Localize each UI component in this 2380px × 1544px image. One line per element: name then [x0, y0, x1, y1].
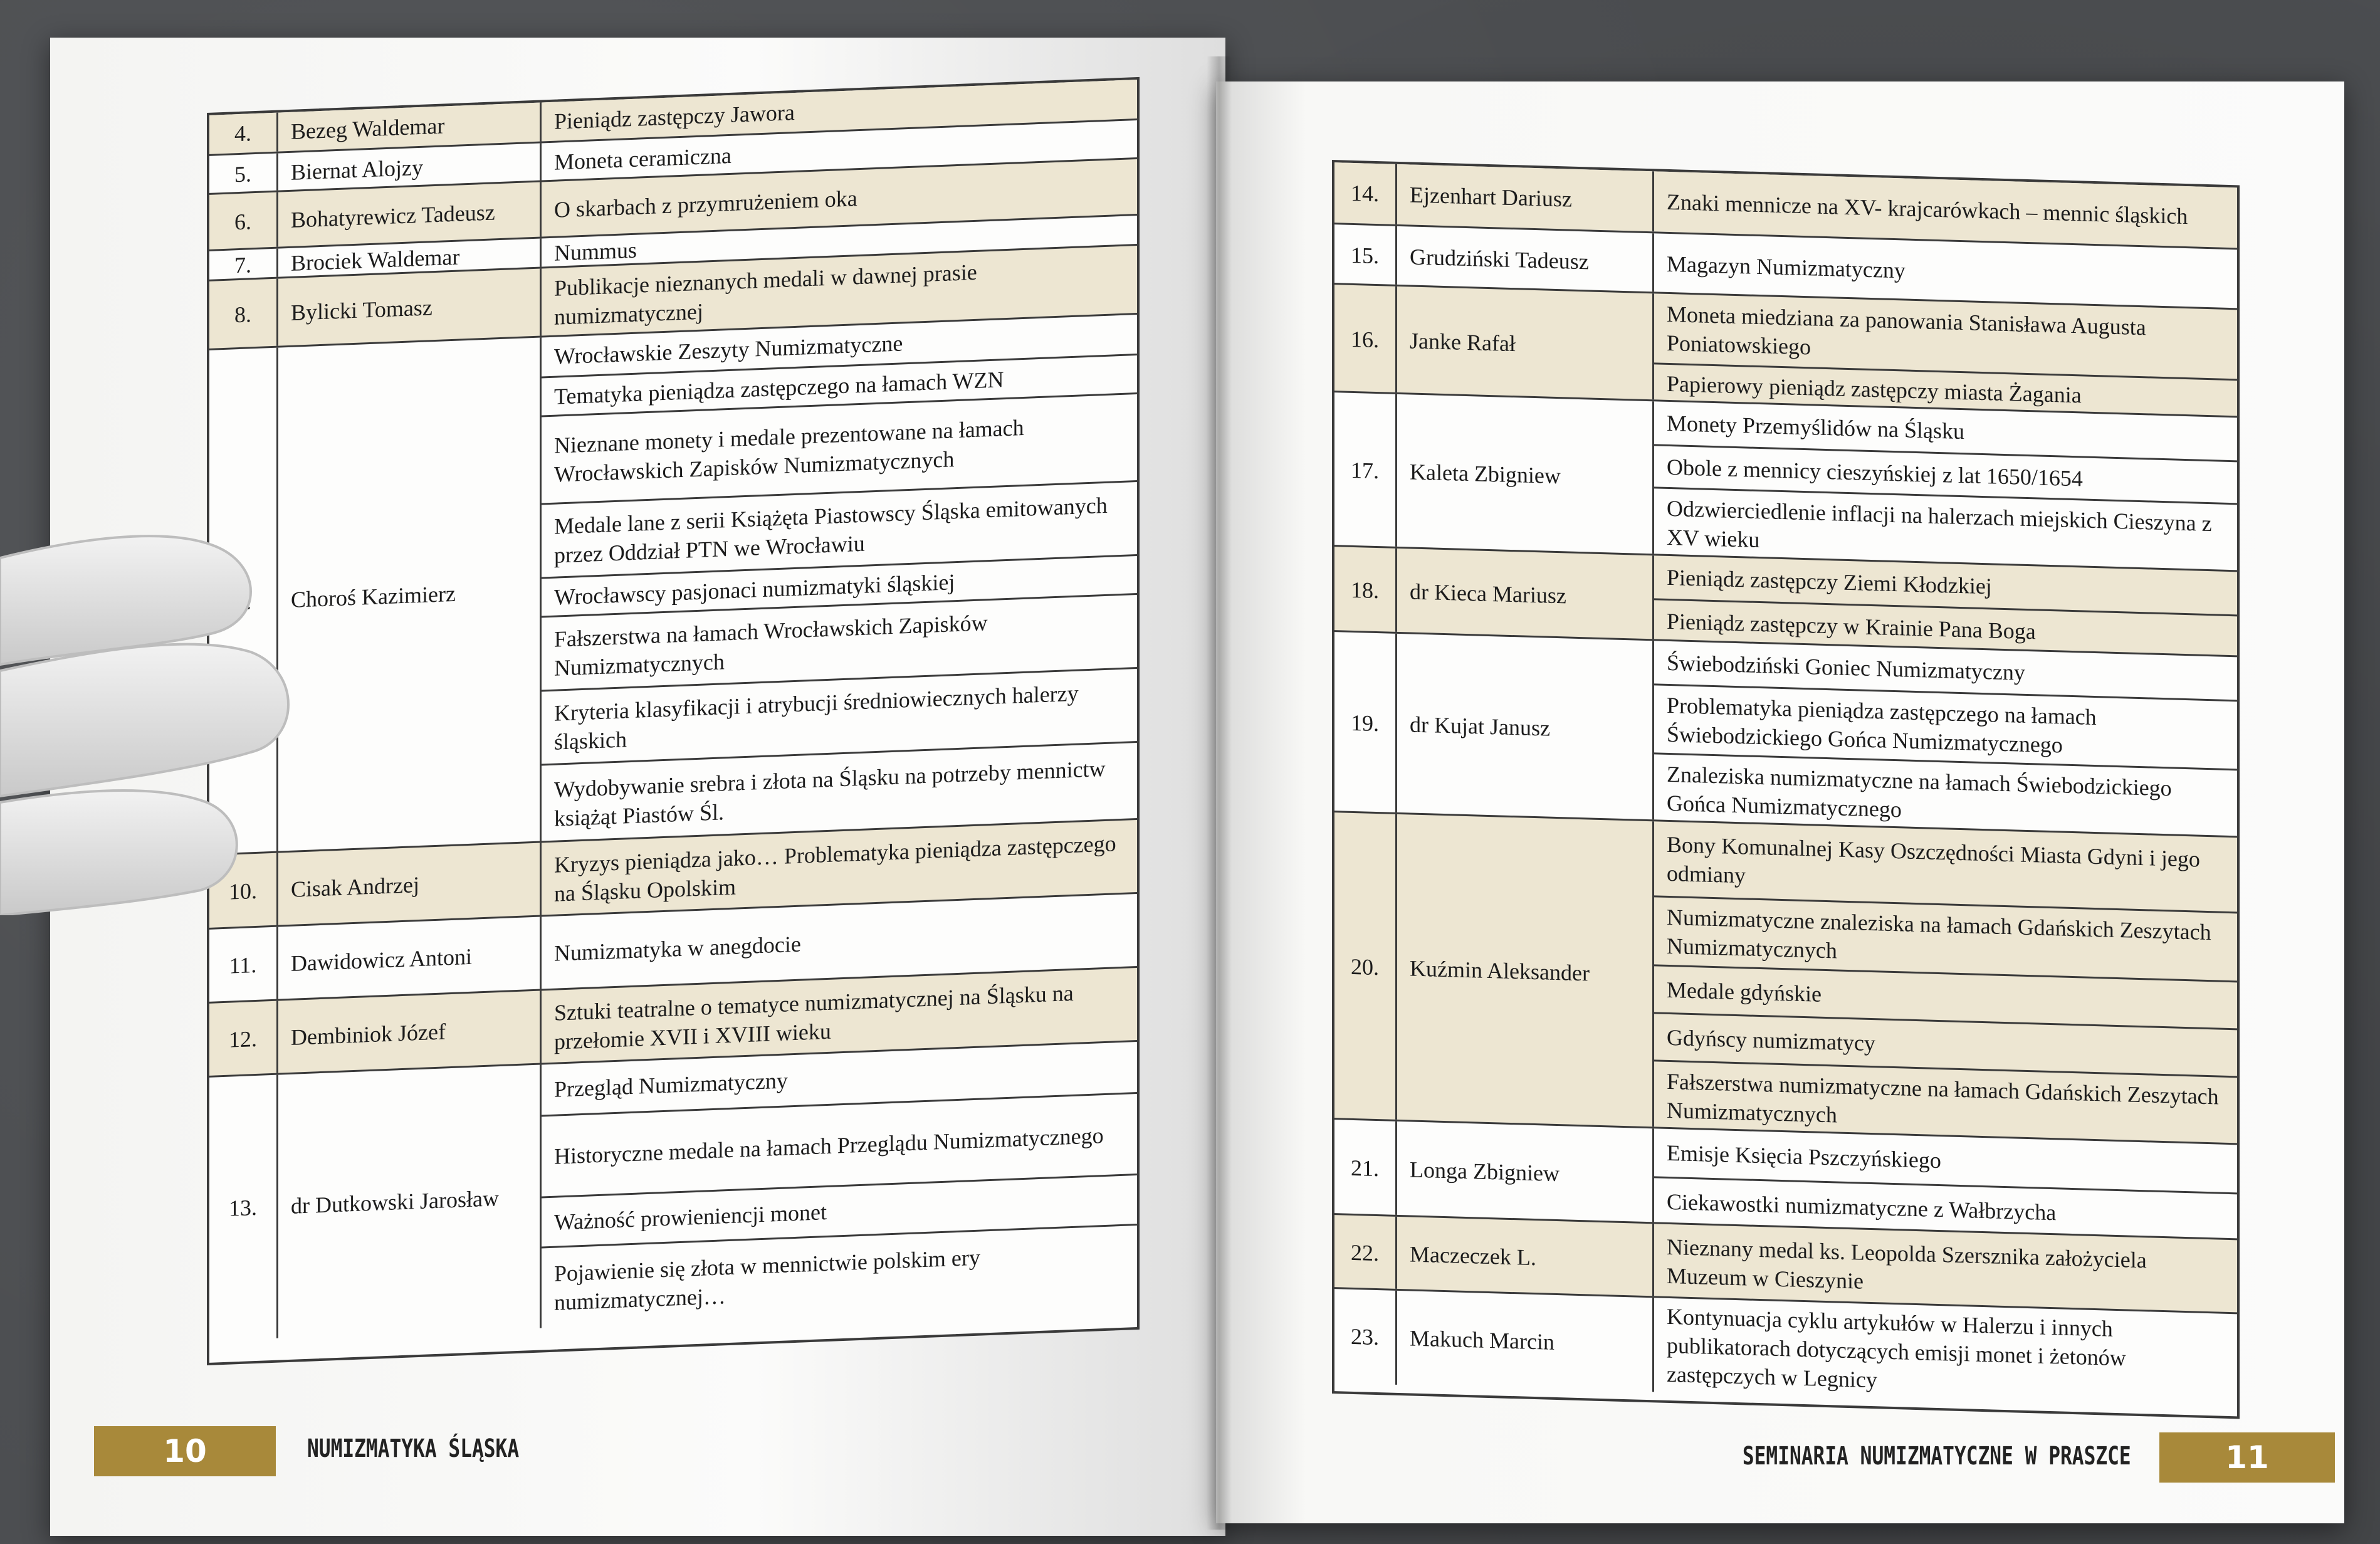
presentation-title: Świebodziński Goniec Numizmatyczny	[1667, 649, 2025, 685]
presentation-title: Bony Komunalnej Kasy Oszczędności Miasta Gdyni i jego odmiany	[1667, 831, 2200, 888]
entry-number: 13.	[209, 1075, 278, 1341]
presentation-title: Fałszerstwa numizmatyczne na łamach Gdańskich Zeszytach Numizmatycznych	[1654, 1059, 2237, 1145]
presentation-title: Numizmatyka w anegdocie	[554, 931, 801, 966]
gloved-hand	[0, 514, 326, 915]
presentation-title: Problematyka pieniądza zastępczego na łamach Świebodzickiego Gońca Numizmatycznego	[1654, 683, 2237, 769]
right-running-title: SEMINARIA NUMIZMATYCZNE W PRASZCE	[1743, 1442, 2131, 1471]
entry-number: 14.	[1334, 162, 1397, 224]
presentation-title: Papierowy pieniądz zastępczy miasta Żagania	[1654, 362, 2237, 418]
presentation-title: Pojawienie się złota w mennictwie polskim ery numizmatycznej…	[542, 1224, 1137, 1328]
presentation-title: Wrocławskie Zeszyty Numizmatyczne	[554, 330, 903, 369]
author-name: Choroś Kazimierz	[278, 337, 542, 853]
author-name: Bohatyrewicz Tadeusz	[278, 182, 542, 248]
entry-number: 16.	[1334, 285, 1397, 394]
presentation-title: Fałszerstwa na łamach Wrocławskich Zapisków Numizmatycznych	[542, 593, 1137, 690]
entry-number: 5.	[209, 154, 278, 195]
titles-cell	[542, 1042, 1137, 1328]
presentation-title: Kryzys pieniądza jako… Problematyka pieniądza zastępczego na Śląsku Opolskim	[554, 831, 1116, 906]
presentation-title: Historyczne medale na łamach Przeglądu Numizmatycznego	[542, 1092, 1137, 1196]
presentation-title: Tematyka pieniądza zastępczego na łamach WZN	[542, 354, 1137, 415]
left-page-number: 10	[163, 1433, 207, 1469]
presentation-title: Emisje Księcia Pszczyńskiego	[1667, 1140, 1941, 1174]
presentation-title: Ważność prowieniencji monet	[542, 1174, 1137, 1246]
author-name: Makuch Marcin	[1397, 1291, 1654, 1392]
presentation-title: Gdyńscy numizmatycy	[1654, 1012, 2237, 1076]
presentation-title: Magazyn Numizmatyczny	[1667, 251, 1906, 283]
entry-number: 22.	[1334, 1215, 1397, 1291]
author-name: Biernat Alojzy	[278, 143, 542, 192]
author-name: Dawidowicz Antoni	[278, 916, 542, 1000]
presentation-title: Publikacje nieznanych medali w dawnej prasie numizmatycznej	[554, 259, 977, 330]
author-name: Janke Rafał	[1397, 286, 1654, 401]
presentation-title: Wydobywanie srebra i złota na Śląsku na potrzeby mennictw książąt Piastów Śl.	[542, 741, 1137, 843]
presentation-title: Znaleziska numizmatyczne na łamach Świebodzickiego Gońca Numizmatycznego	[1654, 752, 2237, 838]
right-page-table	[1332, 160, 2240, 1419]
left-running-title: NUMIZMATYKA ŚLĄSKA	[307, 1434, 520, 1463]
presentation-title: Nieznane monety i medale prezentowane na łamach Wrocławskich Zapisków Numizmatycznych	[542, 392, 1137, 503]
presentation-title: Nummus	[554, 237, 637, 266]
presentation-title: Przegląd Numizmatyczny	[554, 1068, 788, 1102]
entry-number: 6.	[209, 192, 278, 251]
presentation-title: Monety Przemyślidów na Śląsku	[1667, 410, 1964, 444]
author-name: Kuźmin Aleksander	[1397, 814, 1654, 1128]
left-page-table	[207, 77, 1140, 1365]
presentation-title: O skarbach z przymrużeniem oka	[554, 186, 857, 223]
presentation-title: Moneta miedziana za panowania Stanisława Augusta Poniatowskiego	[1667, 301, 2146, 360]
entry-number: 15.	[1334, 224, 1397, 286]
entry-number: 21.	[1334, 1120, 1397, 1217]
titles-cell	[542, 315, 1137, 843]
entry-number: 18.	[1334, 547, 1397, 634]
entry-number: 17.	[1334, 392, 1397, 549]
presentation-title: Numizmatyczne znaleziska na łamach Gdańskich Zeszytach Numizmatycznych	[1654, 895, 2237, 980]
presentation-title: Obole z mennicy cieszyńskiej z lat 1650/1654	[1654, 444, 2237, 503]
entry-number: 10.	[209, 853, 278, 930]
presentation-title: Medale gdyńskie	[1654, 964, 2237, 1028]
presentation-title: Moneta ceramiczna	[554, 142, 731, 175]
titles-cell	[1654, 641, 2237, 838]
entry-number: 20.	[1334, 812, 1397, 1121]
entry-number: 7.	[209, 249, 278, 281]
presentation-title: Sztuki teatralne o tematyce numizmatycznej na Śląsku na przełomie XVII i XVIII wieku	[554, 980, 1074, 1054]
entry-number: 4.	[209, 113, 278, 154]
right-page-number-bar	[2159, 1432, 2335, 1483]
titles-cell	[1654, 821, 2237, 1145]
table-row	[209, 313, 1137, 856]
entry-number: 19.	[1334, 632, 1397, 814]
author-name: dr Kujat Janusz	[1397, 634, 1654, 821]
table-row	[1334, 630, 2237, 838]
right-page-number: 11	[2225, 1439, 2269, 1476]
presentation-title: Odzwierciedlenie inflacji na halerzach miejskich Cieszyna z XV wieku	[1654, 486, 2237, 572]
author-name: Grudziński Tadeusz	[1397, 226, 1654, 293]
table-row	[1334, 811, 2237, 1145]
presentation-title: Pieniądz zastępczy Ziemi Kłodzkiej	[1667, 564, 1992, 599]
author-name: Brociek Waldemar	[278, 238, 542, 278]
presentation-title: Pieniądz zastępczy w Krainie Pana Boga	[1654, 598, 2237, 657]
presentation-title: Kryteria klasyfikacji i atrybucji średniowiecznych halerzy śląskich	[542, 667, 1137, 764]
entry-number: 23.	[1334, 1289, 1397, 1385]
titles-cell	[1654, 1128, 2237, 1240]
presentation-title: Nieznany medal ks. Leopolda Szersznika założyciela Muzeum w Cieszynie	[1667, 1234, 2147, 1294]
presentation-title: Wrocławscy pasjonaci numizmatyki śląskiej	[542, 554, 1137, 616]
author-name: Bylicki Tomasz	[278, 268, 542, 347]
author-name: Kaleta Zbigniew	[1397, 394, 1654, 555]
author-name: Cisak Andrzej	[278, 843, 542, 927]
author-name: dr Kieca Mariusz	[1397, 549, 1654, 641]
titles-cell	[1654, 401, 2237, 572]
entry-number: 8.	[209, 279, 278, 350]
author-name: Ejzenhart Dariusz	[1397, 164, 1654, 231]
author-name: Longa Zbigniew	[1397, 1121, 1654, 1224]
titles-cell	[1654, 293, 2237, 418]
entry-number: 11.	[209, 927, 278, 1004]
table-row	[1334, 391, 2237, 572]
author-name: Maczeczek L.	[1397, 1217, 1654, 1298]
entry-number: 12.	[209, 1001, 278, 1078]
author-name: dr Dutkowski Jarosław	[278, 1064, 542, 1338]
author-name: Dembiniok Józef	[278, 990, 542, 1074]
presentation-title: Kontynuacja cyklu artykułów w Halerzu i innych publikatorach dotyczących emisji monet i żetonów zastępczych w Legnicy	[1667, 1303, 2126, 1393]
presentation-title: Pieniądz zastępczy Jawora	[554, 99, 795, 134]
presentation-title: Ciekawostki numizmatyczne z Wałbrzycha	[1654, 1176, 2237, 1240]
titles-cell	[1654, 1298, 2237, 1408]
presentation-title: Znaki mennicze na XV- krajcarówkach – mennic śląskich	[1667, 189, 2188, 229]
table-row	[209, 1040, 1137, 1341]
presentation-title: Medale lane z serii Książęta Piastowscy Śląska emitowanych przez Oddział PTN we Wrocławiu	[542, 480, 1137, 577]
book-spine	[1207, 56, 1232, 1530]
left-page-number-bar	[94, 1426, 276, 1476]
author-name: Bezeg Waldemar	[278, 102, 542, 151]
